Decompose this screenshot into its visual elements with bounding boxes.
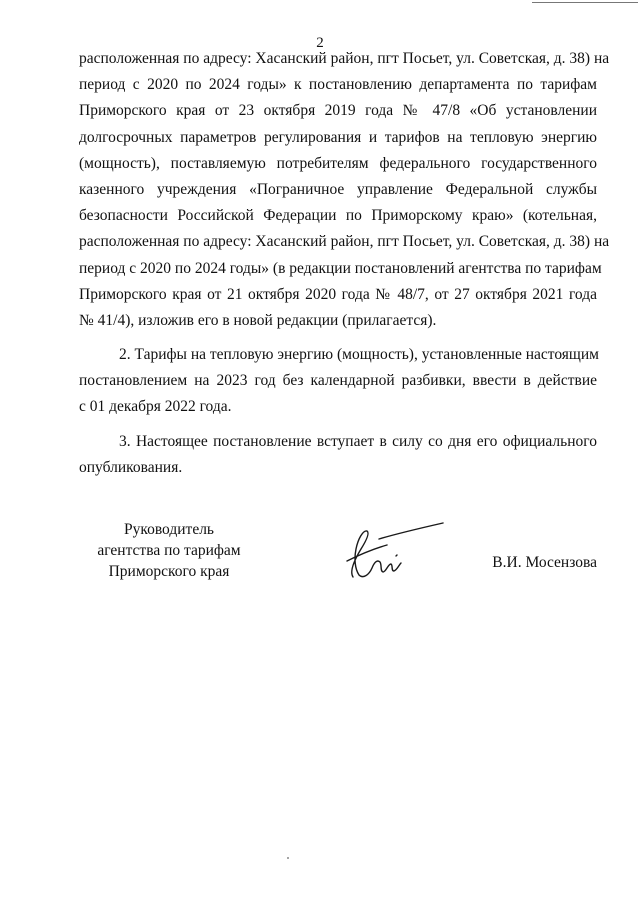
paragraph-2 (79, 342, 597, 421)
scan-speck (287, 857, 289, 859)
top-edge-line (532, 2, 638, 3)
text-line: (мощность), поставляемую потребителям федерального государственного (79, 154, 597, 172)
text-line: 2. Тарифы на тепловую энергию (мощность), установленные настоящим (119, 346, 599, 364)
text-line: долгосрочных параметров регулирования и тарифов на тепловую энергию (79, 128, 597, 146)
text-line: период с 2020 по 2024 годы» (в редакции постановлений агентства по тарифам (79, 259, 602, 277)
text-line: № 41/4), изложив его в новой редакции (прилагается). (79, 311, 437, 329)
signer-title-line: агентства по тарифам (97, 542, 241, 559)
signer-name: В.И. Мосензова (492, 554, 597, 571)
paragraph-3 (79, 429, 597, 481)
signer-title-line: Руководитель (123, 521, 215, 538)
text-line: опубликования. (79, 458, 183, 476)
text-line: 3. Настоящее постановление вступает в силу со дня его официального (119, 432, 597, 450)
signer-title-line: Приморского края (108, 563, 230, 580)
text-line: постановлением на 2023 год без календарной разбивки, ввести в действие (79, 372, 597, 390)
page-number: 2 (316, 35, 324, 51)
signature-block (79, 519, 597, 599)
signer-title (79, 519, 259, 582)
text-line: Приморского края от 21 октября 2020 года № 48/7, от 27 октября 2021 года (79, 285, 597, 303)
text-line: с 01 декабря 2022 года. (79, 398, 232, 416)
text-line: Приморского края от 23 октября 2019 года № 47/8 «Об установлении (79, 102, 597, 120)
document-body (79, 46, 610, 489)
text-line: расположенная по адресу: Хасанский район, пгт Посьет, ул. Советская, д. 38) на (79, 233, 610, 251)
text-line: казенного учреждения «Пограничное управление Федеральной службы (79, 180, 597, 198)
text-line: расположенная по адресу: Хасанский район, пгт Посьет, ул. Советская, д. 38) на (79, 50, 610, 67)
paragraph-1 (79, 46, 610, 334)
text-line: безопасности Российской Федерации по Приморскому краю» (котельная, (79, 207, 597, 225)
text-line: период с 2020 по 2024 годы» к постановлению департамента по тарифам (79, 76, 597, 94)
handwritten-signature (339, 519, 449, 585)
